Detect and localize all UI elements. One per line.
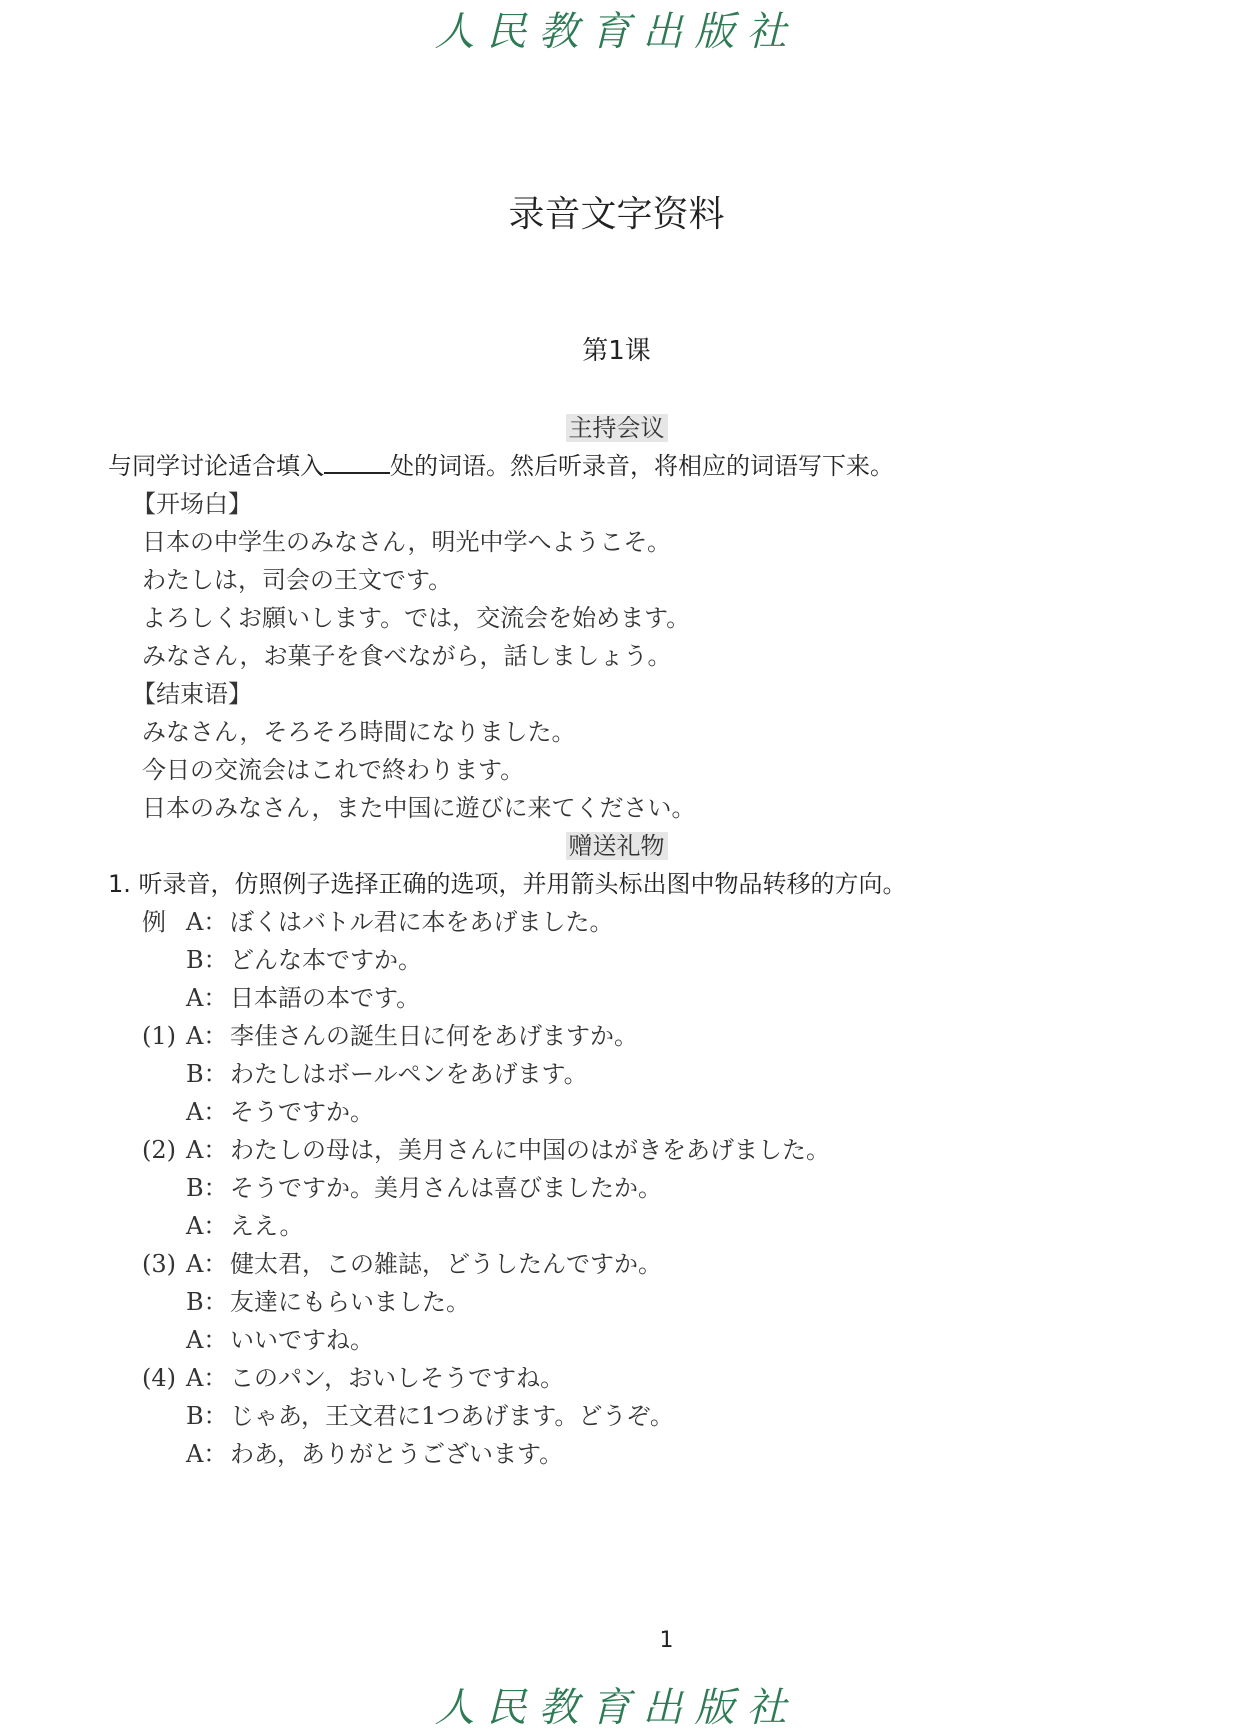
- speaker-label: B：: [186, 1060, 228, 1088]
- section-heading-text: 赠送礼物: [566, 832, 668, 860]
- opening-line: 日本の中学生のみなさん，明光中学へようこそ。: [142, 528, 671, 556]
- item-line: [186, 1170, 662, 1206]
- speaker-label: A：: [186, 1326, 228, 1354]
- page-title: 录音文字资料: [508, 194, 725, 235]
- publisher-logo-bottom: 人民教育出版社: [434, 1685, 799, 1731]
- publisher-logo-top: 人民教育出版社: [434, 9, 799, 55]
- dialogue-text: ぼくはバトル君に本をあげました。: [230, 908, 614, 936]
- lesson-heading: 第1课: [582, 336, 651, 366]
- item-number: (4): [142, 1364, 176, 1392]
- item-number: (2): [142, 1136, 176, 1164]
- section1-instruction: [108, 448, 894, 484]
- dialogue-text: そうですか。: [230, 1098, 374, 1126]
- page-number: 1: [659, 1628, 674, 1653]
- dialogue-text: そうですか。美月さんは喜びましたか。: [230, 1174, 662, 1202]
- dialogue-text: ええ。: [230, 1212, 304, 1240]
- item-line: [186, 1284, 470, 1320]
- section2-instruction: 1. 听录音，仿照例子选择正确的选项，并用箭头标出图中物品转移的方向。: [108, 870, 907, 898]
- speaker-label: A：: [186, 1098, 228, 1126]
- closing-line: みなさん，そろそろ時間になりました。: [142, 718, 576, 746]
- opening-label: 【开场白】: [132, 490, 252, 518]
- dialogue-text: わたしの母は，美月さんに中国のはがきをあげました。: [230, 1136, 830, 1164]
- item-line: [186, 1322, 374, 1358]
- item-line: [142, 1132, 830, 1168]
- instruction-text-after: 处的词语。然后听录音，将相应的词语写下来。: [390, 452, 894, 480]
- speaker-label: A：: [186, 1364, 228, 1392]
- opening-line: みなさん，お菓子を食べながら，話しましょう。: [142, 642, 672, 670]
- dialogue-text: このパン，おいしそうですね。: [230, 1364, 565, 1392]
- item-line: [186, 1208, 303, 1244]
- item-line: [186, 1436, 563, 1472]
- instruction-text-before: 与同学讨论适合填入: [108, 452, 324, 480]
- dialogue-text: わたしはボールペンをあげます。: [230, 1060, 588, 1088]
- dialogue-text: いいですね。: [230, 1326, 374, 1354]
- dialogue-text: 友達にもらいました。: [230, 1288, 470, 1316]
- speaker-label: A：: [186, 984, 228, 1012]
- dialogue-text: どんな本ですか。: [230, 946, 422, 974]
- speaker-label: A：: [186, 1250, 228, 1278]
- dialogue-text: じゃあ，王文君に1つあげます。どうぞ。: [230, 1402, 674, 1430]
- item-line: [186, 1398, 674, 1434]
- closing-line: 今日の交流会はこれで終わります。: [142, 756, 525, 784]
- example-line: [186, 942, 422, 978]
- dialogue-text: 李佳さんの誕生日に何をあげますか。: [230, 1022, 638, 1050]
- dialogue-text: わあ，ありがとうございます。: [230, 1440, 564, 1468]
- speaker-label: B：: [186, 1174, 228, 1202]
- section-heading-host: [0, 410, 1233, 446]
- speaker-label: A：: [186, 1022, 228, 1050]
- speaker-label: B：: [186, 1402, 228, 1430]
- item-number: (1): [142, 1022, 176, 1050]
- item-number: (3): [142, 1250, 176, 1278]
- item-line: [186, 1056, 588, 1092]
- example-line: [142, 904, 614, 940]
- item-line: [142, 1360, 564, 1396]
- speaker-label: B：: [186, 946, 228, 974]
- speaker-label: A：: [186, 1136, 228, 1164]
- opening-line: よろしくお願いします。では，交流会を始めます。: [142, 604, 691, 632]
- opening-line: わたしは，司会の王文です。: [142, 566, 453, 594]
- fill-blank: [324, 450, 390, 474]
- section-heading-text: 主持会议: [566, 414, 668, 442]
- item-line: [186, 1094, 374, 1130]
- speaker-label: A：: [186, 908, 228, 936]
- closing-label: 【结束语】: [132, 680, 252, 708]
- example-line: [186, 980, 420, 1016]
- dialogue-text: 健太君，この雑誌，どうしたんですか。: [230, 1250, 662, 1278]
- speaker-label: A：: [186, 1440, 228, 1468]
- speaker-label: A：: [186, 1212, 228, 1240]
- item-line: [142, 1246, 662, 1282]
- speaker-label: B：: [186, 1288, 228, 1316]
- closing-line: 日本のみなさん，また中国に遊びに来てください。: [142, 794, 696, 822]
- item-line: [142, 1018, 638, 1054]
- section-heading-host: [0, 828, 1233, 864]
- dialogue-text: 日本語の本です。: [230, 984, 421, 1012]
- example-label: 例: [142, 908, 166, 936]
